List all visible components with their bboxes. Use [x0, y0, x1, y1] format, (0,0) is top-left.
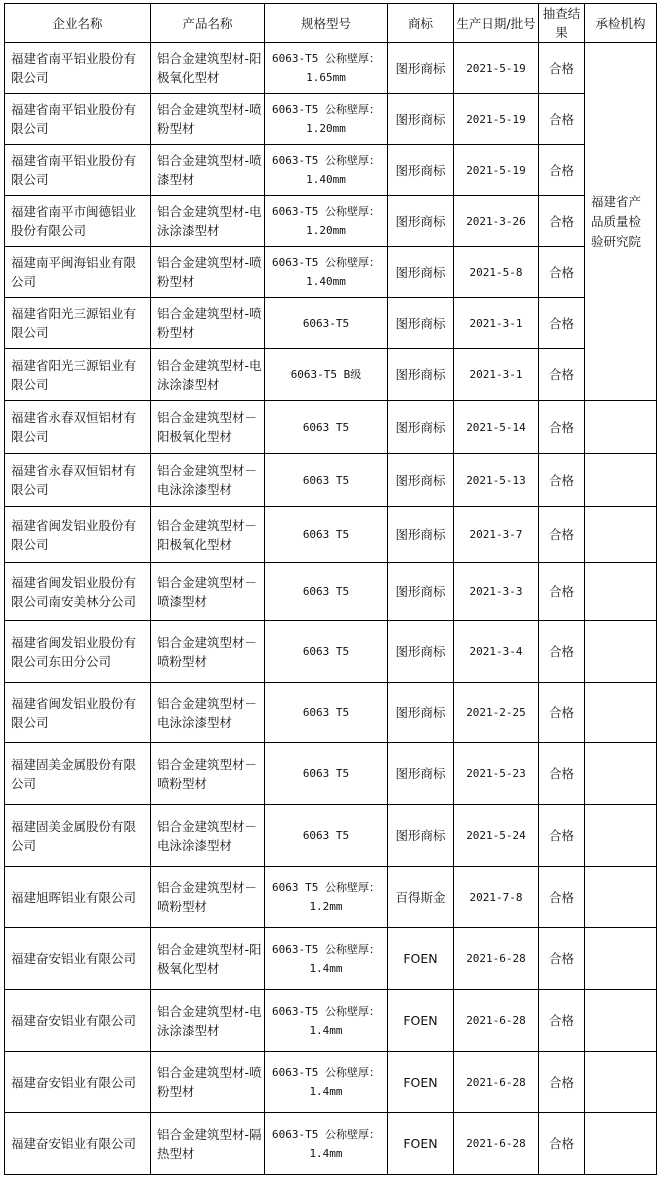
- table-row: [5, 247, 657, 298]
- cell-product: 铝合金建筑型材－喷粉型材: [151, 867, 265, 928]
- header-product: 产品名称: [151, 4, 265, 43]
- cell-company: 福建奋安铝业有限公司: [5, 990, 151, 1052]
- cell-result: 合格: [539, 247, 585, 298]
- cell-result: 合格: [539, 805, 585, 867]
- cell-company: 福建南平闽海铝业有限公司: [5, 247, 151, 298]
- cell-spec: 6063 T5: [265, 743, 388, 805]
- cell-spec: 6063-T5 公称壁厚：1.4mm: [265, 928, 388, 990]
- cell-brand: 图形商标: [388, 454, 454, 507]
- cell-institution-empty: [585, 1052, 657, 1113]
- cell-company: 福建省阳光三源铝业有限公司: [5, 349, 151, 401]
- cell-company: 福建省阳光三源铝业有限公司: [5, 298, 151, 349]
- cell-date: 2021-5-13: [454, 454, 539, 507]
- cell-institution-empty: [585, 867, 657, 928]
- cell-spec: 6063 T5: [265, 563, 388, 621]
- cell-company: 福建省闽发铝业股份有限公司: [5, 507, 151, 563]
- table-row: [5, 196, 657, 247]
- cell-spec: 6063-T5 公称壁厚：1.4mm: [265, 1052, 388, 1113]
- cell-brand: 图形商标: [388, 563, 454, 621]
- cell-institution-empty: [585, 507, 657, 563]
- cell-institution-empty: [585, 1113, 657, 1175]
- cell-result: 合格: [539, 94, 585, 145]
- header-date: 生产日期/批号: [454, 4, 539, 43]
- cell-product: 铝合金建筑型材-喷粉型材: [151, 94, 265, 145]
- cell-product: 铝合金建筑型材－阳极氧化型材: [151, 401, 265, 454]
- cell-company: 福建省南平市闽德铝业股份有限公司: [5, 196, 151, 247]
- table-row: [5, 563, 657, 621]
- cell-product: 铝合金建筑型材－电泳涂漆型材: [151, 683, 265, 743]
- header-result: 抽查结果: [539, 4, 585, 43]
- cell-date: 2021-3-3: [454, 563, 539, 621]
- cell-product: 铝合金建筑型材－喷粉型材: [151, 621, 265, 683]
- cell-spec: 6063 T5: [265, 805, 388, 867]
- cell-product: 铝合金建筑型材-阳极氧化型材: [151, 43, 265, 94]
- cell-date: 2021-5-19: [454, 94, 539, 145]
- cell-result: 合格: [539, 621, 585, 683]
- cell-spec: 6063-T5 公称壁厚：1.20mm: [265, 94, 388, 145]
- cell-spec: 6063 T5: [265, 454, 388, 507]
- cell-brand: 图形商标: [388, 94, 454, 145]
- table-row: [5, 401, 657, 454]
- cell-date: 2021-6-28: [454, 1052, 539, 1113]
- cell-brand: 百得斯金: [388, 867, 454, 928]
- cell-date: 2021-5-19: [454, 43, 539, 94]
- cell-institution-empty: [585, 990, 657, 1052]
- cell-product: 铝合金建筑型材-阳极氧化型材: [151, 928, 265, 990]
- cell-date: 2021-3-26: [454, 196, 539, 247]
- table-row: [5, 867, 657, 928]
- cell-institution-empty: [585, 805, 657, 867]
- cell-date: 2021-3-1: [454, 298, 539, 349]
- cell-company: 福建省闽发铝业股份有限公司: [5, 683, 151, 743]
- table-row: [5, 94, 657, 145]
- cell-product: 铝合金建筑型材-喷漆型材: [151, 145, 265, 196]
- cell-date: 2021-5-8: [454, 247, 539, 298]
- table-row: [5, 145, 657, 196]
- cell-date: 2021-7-8: [454, 867, 539, 928]
- cell-company: 福建省永春双恒铝材有限公司: [5, 401, 151, 454]
- cell-spec: 6063 T5: [265, 621, 388, 683]
- cell-product: 铝合金建筑型材－电泳涂漆型材: [151, 454, 265, 507]
- cell-date: 2021-5-19: [454, 145, 539, 196]
- cell-brand: 图形商标: [388, 298, 454, 349]
- table-row: [5, 928, 657, 990]
- cell-company: 福建固美金属股份有限公司: [5, 743, 151, 805]
- cell-brand: 图形商标: [388, 145, 454, 196]
- cell-brand: 图形商标: [388, 401, 454, 454]
- cell-institution-empty: [585, 928, 657, 990]
- cell-date: 2021-6-28: [454, 928, 539, 990]
- cell-brand: 图形商标: [388, 349, 454, 401]
- cell-brand: 图形商标: [388, 743, 454, 805]
- cell-result: 合格: [539, 1052, 585, 1113]
- cell-company: 福建旭晖铝业有限公司: [5, 867, 151, 928]
- cell-spec: 6063 T5: [265, 507, 388, 563]
- cell-result: 合格: [539, 867, 585, 928]
- cell-date: 2021-2-25: [454, 683, 539, 743]
- cell-company: 福建省南平铝业股份有限公司: [5, 43, 151, 94]
- cell-spec: 6063 T5: [265, 683, 388, 743]
- cell-date: 2021-6-28: [454, 1113, 539, 1175]
- cell-institution-empty: [585, 743, 657, 805]
- table-row: [5, 298, 657, 349]
- table-row: [5, 349, 657, 401]
- cell-spec: 6063-T5 公称壁厚：1.40mm: [265, 145, 388, 196]
- cell-date: 2021-6-28: [454, 990, 539, 1052]
- table-row: [5, 621, 657, 683]
- cell-result: 合格: [539, 928, 585, 990]
- cell-date: 2021-5-23: [454, 743, 539, 805]
- cell-company: 福建固美金属股份有限公司: [5, 805, 151, 867]
- cell-product: 铝合金建筑型材-喷粉型材: [151, 1052, 265, 1113]
- header-spec: 规格型号: [265, 4, 388, 43]
- header-row: [5, 4, 657, 43]
- cell-result: 合格: [539, 196, 585, 247]
- cell-brand: 图形商标: [388, 805, 454, 867]
- cell-product: 铝合金建筑型材-隔热型材: [151, 1113, 265, 1175]
- table-row: [5, 507, 657, 563]
- cell-brand: FOEN: [388, 990, 454, 1052]
- cell-product: 铝合金建筑型材－喷粉型材: [151, 743, 265, 805]
- cell-institution-empty: [585, 563, 657, 621]
- cell-result: 合格: [539, 507, 585, 563]
- table-row: [5, 990, 657, 1052]
- table-row: [5, 805, 657, 867]
- table-row: [5, 43, 657, 94]
- cell-spec: 6063-T5 B级: [265, 349, 388, 401]
- cell-result: 合格: [539, 349, 585, 401]
- header-company: 企业名称: [5, 4, 151, 43]
- cell-date: 2021-3-7: [454, 507, 539, 563]
- cell-brand: FOEN: [388, 1052, 454, 1113]
- cell-product: 铝合金建筑型材-电泳涂漆型材: [151, 196, 265, 247]
- cell-result: 合格: [539, 1113, 585, 1175]
- cell-result: 合格: [539, 298, 585, 349]
- cell-product: 铝合金建筑型材－阳极氧化型材: [151, 507, 265, 563]
- table-row: [5, 454, 657, 507]
- cell-spec: 6063-T5 公称壁厚：1.4mm: [265, 1113, 388, 1175]
- table-row: [5, 683, 657, 743]
- cell-date: 2021-5-14: [454, 401, 539, 454]
- cell-spec: 6063-T5 公称壁厚：1.65mm: [265, 43, 388, 94]
- header-brand: 商标: [388, 4, 454, 43]
- cell-institution-empty: [585, 683, 657, 743]
- cell-company: 福建省闽发铝业股份有限公司东田分公司: [5, 621, 151, 683]
- cell-result: 合格: [539, 563, 585, 621]
- cell-date: 2021-3-1: [454, 349, 539, 401]
- cell-spec: 6063-T5 公称壁厚：1.20mm: [265, 196, 388, 247]
- cell-product: 铝合金建筑型材-电泳涂漆型材: [151, 990, 265, 1052]
- cell-spec: 6063 T5: [265, 401, 388, 454]
- cell-brand: 图形商标: [388, 196, 454, 247]
- cell-product: 铝合金建筑型材－电泳涂漆型材: [151, 805, 265, 867]
- cell-date: 2021-3-4: [454, 621, 539, 683]
- cell-company: 福建奋安铝业有限公司: [5, 928, 151, 990]
- cell-company: 福建省南平铝业股份有限公司: [5, 145, 151, 196]
- cell-result: 合格: [539, 145, 585, 196]
- cell-institution-empty: [585, 401, 657, 454]
- cell-product: 铝合金建筑型材-喷粉型材: [151, 298, 265, 349]
- cell-brand: 图形商标: [388, 507, 454, 563]
- cell-product: 铝合金建筑型材-电泳涂漆型材: [151, 349, 265, 401]
- cell-result: 合格: [539, 743, 585, 805]
- cell-company: 福建省南平铝业股份有限公司: [5, 94, 151, 145]
- cell-spec: 6063-T5 公称壁厚：1.40mm: [265, 247, 388, 298]
- table-row: [5, 1113, 657, 1175]
- cell-institution: 福建省产品质量检验研究院: [585, 43, 657, 401]
- cell-brand: 图形商标: [388, 43, 454, 94]
- cell-result: 合格: [539, 454, 585, 507]
- table-row: [5, 743, 657, 805]
- cell-result: 合格: [539, 990, 585, 1052]
- cell-company: 福建奋安铝业有限公司: [5, 1113, 151, 1175]
- cell-product: 铝合金建筑型材－喷漆型材: [151, 563, 265, 621]
- inspection-table: [4, 3, 657, 1175]
- cell-brand: 图形商标: [388, 683, 454, 743]
- header-institution: 承检机构: [585, 4, 657, 43]
- cell-institution-empty: [585, 621, 657, 683]
- cell-spec: 6063-T5 公称壁厚：1.4mm: [265, 990, 388, 1052]
- cell-company: 福建省闽发铝业股份有限公司南安美林分公司: [5, 563, 151, 621]
- cell-spec: 6063-T5: [265, 298, 388, 349]
- cell-company: 福建奋安铝业有限公司: [5, 1052, 151, 1113]
- cell-result: 合格: [539, 43, 585, 94]
- cell-result: 合格: [539, 683, 585, 743]
- cell-brand: FOEN: [388, 1113, 454, 1175]
- cell-institution-empty: [585, 454, 657, 507]
- table-body: [5, 43, 657, 1175]
- cell-spec: 6063 T5 公称壁厚：1.2mm: [265, 867, 388, 928]
- cell-brand: FOEN: [388, 928, 454, 990]
- cell-product: 铝合金建筑型材-喷粉型材: [151, 247, 265, 298]
- cell-brand: 图形商标: [388, 247, 454, 298]
- cell-date: 2021-5-24: [454, 805, 539, 867]
- cell-brand: 图形商标: [388, 621, 454, 683]
- table-row: [5, 1052, 657, 1113]
- cell-company: 福建省永春双恒铝材有限公司: [5, 454, 151, 507]
- cell-result: 合格: [539, 401, 585, 454]
